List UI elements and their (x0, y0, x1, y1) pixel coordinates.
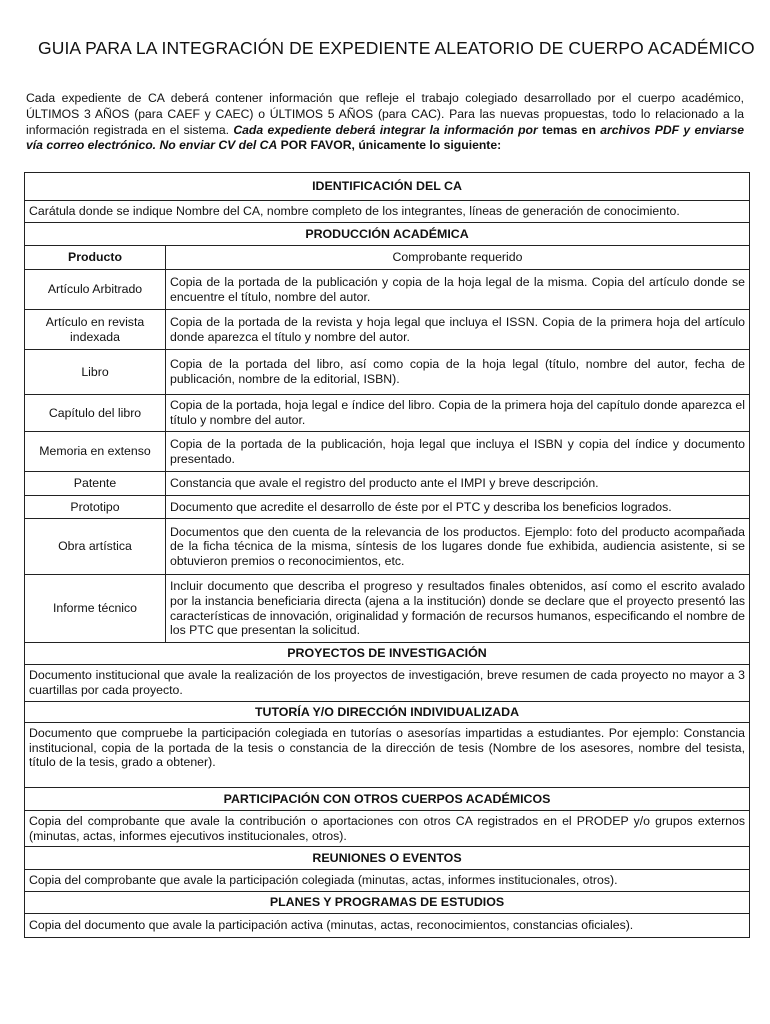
section-heading-identificacion: IDENTIFICACIÓN DEL CA (25, 173, 750, 201)
product-requirement: Copia de la portada de la revista y hoja legal que incluya el ISSN. Copia de la primera hoja del artículo donde aparezca el título y nombre del autor. (166, 310, 750, 350)
section-heading-reuniones: REUNIONES O EVENTOS (25, 847, 750, 870)
section-text-planes: Copia del documento que avale la participación activa (minutas, actas, reconocimientos, constancias oficiales). (25, 914, 750, 938)
product-name: Informe técnico (25, 575, 166, 643)
section-heading-proyectos: PROYECTOS DE INVESTIGACIÓN (25, 643, 750, 665)
product-name: Capítulo del libro (25, 395, 166, 432)
table-row (25, 496, 750, 519)
section-heading-planes: PLANES Y PROGRAMAS DE ESTUDIOS (25, 892, 750, 914)
section-heading-participacion: PARTICIPACIÓN CON OTROS CUERPOS ACADÉMICOS (25, 788, 750, 811)
table-row (25, 395, 750, 432)
section-text-reuniones: Copia del comprobante que avale la participación colegiada (minutas, actas, informes institucionales, otros). (25, 870, 750, 892)
product-name: Obra artística (25, 519, 166, 575)
intro-bold-2: POR FAVOR, únicamente lo siguiente: (277, 138, 502, 153)
section-text-tutoria: Documento que compruebe la participación colegiada en tutorías o asesorías impartidas a estudiantes. Por ejemplo: Constancia institucional, copia de la portada de la tesis o constancia de la dirección de tesis (Nombre de los asesores, nombre del tesista, título de la tesis, grado a obtener). (25, 723, 750, 788)
product-name: Patente (25, 472, 166, 496)
product-requirement: Constancia que avale el registro del producto ante el IMPI y breve descripción. (166, 472, 750, 496)
requirements-table (24, 172, 750, 938)
section-heading-tutoria: TUTORÍA Y/O DIRECCIÓN INDIVIDUALIZADA (25, 702, 750, 723)
intro-text-1: Cada expediente de CA deberá contener información que refleje el trabajo colegiado desarrollado por el cuerpo académico, ÚLTIMOS 3 AÑOS (para CAEF y CAEC) o ÚLTIMOS 5 AÑOS (para CAC). Para las nuevas propuestas, todo lo relacionado a la información registrada en el sistema. (26, 91, 744, 137)
table-row (25, 350, 750, 395)
column-header-comprobante: Comprobante requerido (166, 246, 750, 270)
intro-paragraph (26, 91, 744, 154)
product-requirement: Documentos que den cuenta de la relevancia de los productos. Ejemplo: foto del producto acompañada de la ficha técnica de la misma, síntesis de los lugares donde fue exhibida, audiencia asistente, si se obtuvieron premios o reconocimientos, etc. (166, 519, 750, 575)
product-requirement: Documento que acredite el desarrollo de éste por el PTC y describa los beneficios logrados. (166, 496, 750, 519)
product-requirement: Copia de la portada del libro, así como copia de la hoja legal (título, nombre del autor, fecha de publicación, nombre de la editorial, ISBN). (166, 350, 750, 395)
product-name: Artículo Arbitrado (25, 270, 166, 310)
intro-bold-1: temas en (537, 122, 601, 137)
product-name: Artículo en revista indexada (25, 310, 166, 350)
table-row (25, 519, 750, 575)
section-text-identificacion: Carátula donde se indique Nombre del CA, nombre completo de los integrantes, líneas de generación de conocimiento. (25, 201, 750, 223)
product-requirement: Copia de la portada, hoja legal e índice del libro. Copia de la primera hoja del capítulo donde aparezca el título y nombre del autor. (166, 395, 750, 432)
product-name: Libro (25, 350, 166, 395)
table-row (25, 432, 750, 472)
intro-emphasis-2: archivos PDF y enviarse vía correo electrónico. No enviar CV del CA (26, 122, 745, 153)
page-title: GUIA PARA LA INTEGRACIÓN DE EXPEDIENTE ALEATORIO DE CUERPO ACADÉMICO (38, 38, 755, 58)
table-row (25, 310, 750, 350)
section-text-proyectos: Documento institucional que avale la realización de los proyectos de investigación, breve resumen de cada proyecto no mayor a 3 cuartillas por cada proyecto. (25, 665, 750, 702)
product-name: Prototipo (25, 496, 166, 519)
product-name: Memoria en extenso (25, 432, 166, 472)
table-row (25, 575, 750, 643)
column-header-producto: Producto (25, 246, 166, 270)
product-requirement: Incluir documento que describa el progreso y resultados finales obtenidos, así como el escrito avalado por la instancia beneficiaria directa (ajena a la institución) donde se declare que el proyecto presentó las características de innovación, originalidad y formación de recursos humanos, especificando el nombre de los PTC que presentan la solicitud. (166, 575, 750, 643)
section-heading-produccion: PRODUCCIÓN ACADÉMICA (25, 223, 750, 246)
table-row (25, 472, 750, 496)
section-text-participacion: Copia del comprobante que avale la contribución o aportaciones con otros CA registrados en el PRODEP y/o grupos externos (minutas, actas, informes ejecutivos institucionales, otros). (25, 811, 750, 847)
intro-emphasis-1: Cada expediente deberá integrar la información por (233, 122, 538, 137)
product-requirement: Copia de la portada de la publicación y copia de la hoja legal de la misma. Copia del artículo donde se encuentre el título, nombre del autor. (166, 270, 750, 310)
product-requirement: Copia de la portada de la publicación, hoja legal que incluya el ISBN y copia del índice y documento presentado. (166, 432, 750, 472)
table-row (25, 270, 750, 310)
